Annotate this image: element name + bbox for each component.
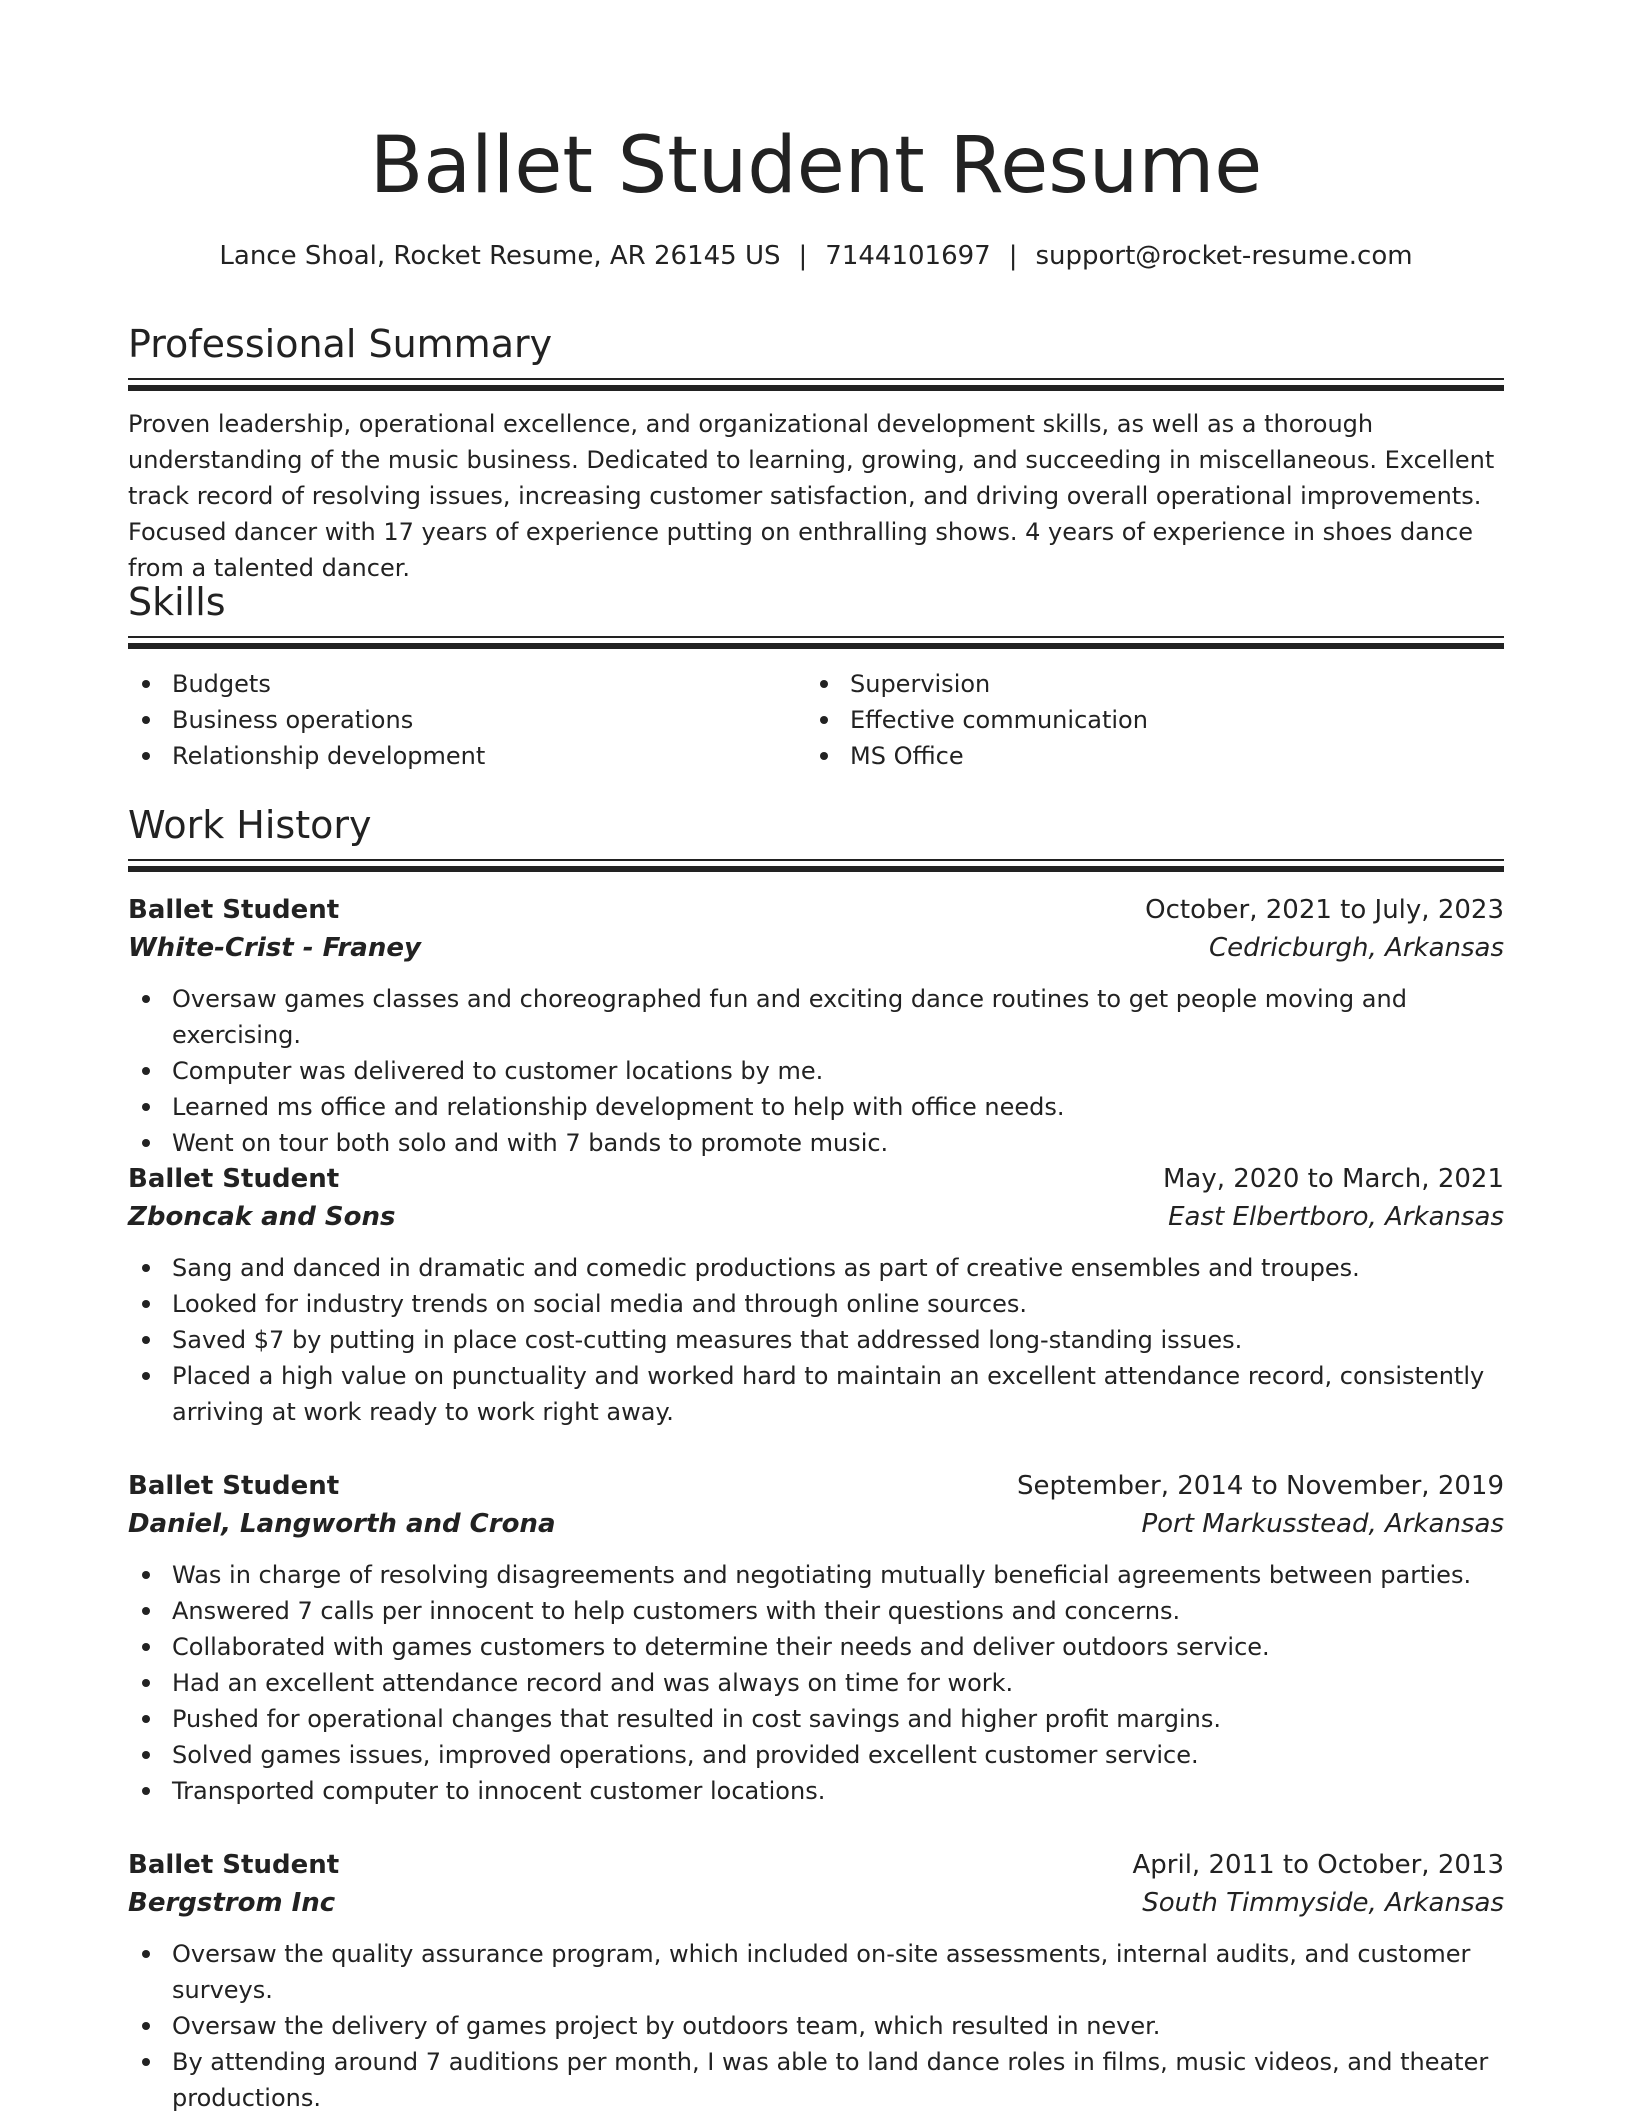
skills-heading: Skills	[128, 580, 226, 624]
job-bullet: Looked for industry trends on social media and through online sources.	[172, 1286, 1504, 1322]
job-company: Bergstrom Inc	[128, 1888, 336, 1918]
skills-rule-thin	[128, 636, 1504, 638]
job-title: Ballet Student	[128, 1164, 340, 1194]
resume-title: Ballet Student Resume	[369, 121, 1263, 211]
skill-item: Business operations	[172, 702, 485, 738]
job-company: Zboncak and Sons	[128, 1202, 396, 1232]
job-company-row	[128, 929, 1504, 967]
summary-heading: Professional Summary	[128, 322, 553, 366]
job-bullet: Placed a high value on punctuality and worked hard to maintain an excellent attendance record, consistently arriving at work ready to work right away.	[172, 1358, 1504, 1430]
job-company: White-Crist - Franey	[128, 933, 421, 963]
job-location: South Timmyside, Arkansas	[1142, 1888, 1504, 1918]
skill-item: MS Office	[850, 738, 1148, 774]
skill-item: Budgets	[172, 666, 485, 702]
job-bullet: Sang and danced in dramatic and comedic productions as part of creative ensembles and troupes.	[172, 1250, 1504, 1286]
contact-separator: |	[1008, 241, 1018, 271]
job-company-row	[128, 1198, 1504, 1236]
job-bullet: Pushed for operational changes that resulted in cost savings and higher profit margins.	[172, 1701, 1504, 1737]
job-dates: April, 2011 to October, 2013	[1132, 1850, 1504, 1880]
skills-list-left	[128, 666, 485, 774]
summary-rule-thick	[128, 385, 1504, 391]
skill-item: Effective communication	[850, 702, 1148, 738]
job-bullet: Oversaw the delivery of games project by outdoors team, which resulted in never.	[172, 2008, 1504, 2044]
contact-address: Lance Shoal, Rocket Resume, AR 26145 US	[219, 241, 781, 271]
job-entry	[128, 1160, 1504, 1430]
job-location: Port Markusstead, Arkansas	[1141, 1509, 1504, 1539]
job-company-row	[128, 1884, 1504, 1922]
job-company-row	[128, 1505, 1504, 1543]
job-bullet: Solved games issues, improved operations, and provided excellent customer service.	[172, 1737, 1504, 1773]
job-company: Daniel, Langworth and Crona	[128, 1509, 556, 1539]
job-bullet: Computer was delivered to customer locations by me.	[172, 1053, 1504, 1089]
job-bullet: Oversaw games classes and choreographed fun and exciting dance routines to get people moving and exercising.	[172, 981, 1504, 1053]
summary-section-header	[128, 319, 1504, 369]
skills-rule-thick	[128, 643, 1504, 649]
contact-phone: 7144101697	[825, 241, 991, 271]
job-bullet: Transported computer to innocent customer locations.	[172, 1773, 1504, 1809]
summary-rule-thin	[128, 378, 1504, 380]
job-bullet: Answered 7 calls per innocent to help customers with their questions and concerns.	[172, 1593, 1504, 1629]
job-entry	[128, 1846, 1504, 2116]
job-bullet: Oversaw the quality assurance program, which included on-site assessments, internal audits, and customer surveys.	[172, 1936, 1504, 2008]
job-header-row	[128, 1160, 1504, 1198]
job-header-row	[128, 1467, 1504, 1505]
skill-item: Relationship development	[172, 738, 485, 774]
skills-list-right	[806, 666, 1148, 774]
job-bullet: Collaborated with games customers to determine their needs and deliver outdoors service.	[172, 1629, 1504, 1665]
job-bullet: Saved $7 by putting in place cost-cutting measures that addressed long-standing issues.	[172, 1322, 1504, 1358]
work-heading: Work History	[128, 803, 372, 847]
job-location: East Elbertboro, Arkansas	[1168, 1202, 1504, 1232]
job-bullet: By attending around 7 auditions per month, I was able to land dance roles in films, music videos, and theater productions.	[172, 2044, 1504, 2116]
resume-page	[128, 0, 1504, 2112]
job-bullet-list	[128, 1936, 1504, 2116]
contact-line	[128, 238, 1504, 274]
summary-text: Proven leadership, operational excellence, and organizational development skills, as well as a thorough understanding of the music business. Dedicated to learning, growing, and succeeding in miscellaneous. Excellent track record of resolving issues, increasing customer satisfaction, and driving overall operational improvements. Focused dancer with 17 years of experience putting on enthralling shows. 4 years of experience in shoes dance from a talented dancer.	[128, 410, 1495, 582]
job-bullet: Learned ms office and relationship development to help with office needs.	[172, 1089, 1504, 1125]
job-title: Ballet Student	[128, 895, 340, 925]
job-bullet: Had an excellent attendance record and was always on time for work.	[172, 1665, 1504, 1701]
job-dates: September, 2014 to November, 2019	[1017, 1471, 1504, 1501]
job-bullet: Was in charge of resolving disagreements and negotiating mutually beneficial agreements between parties.	[172, 1557, 1504, 1593]
job-location: Cedricburgh, Arkansas	[1208, 933, 1504, 963]
work-rule-thin	[128, 859, 1504, 861]
job-entry	[128, 1467, 1504, 1809]
job-bullet-list	[128, 981, 1504, 1161]
job-header-row	[128, 1846, 1504, 1884]
work-rule-thick	[128, 866, 1504, 872]
job-header-row	[128, 891, 1504, 929]
job-title: Ballet Student	[128, 1471, 340, 1501]
work-section-header	[128, 800, 1504, 850]
job-bullet-list	[128, 1250, 1504, 1430]
contact-email: support@rocket-resume.com	[1035, 241, 1413, 271]
job-dates: October, 2021 to July, 2023	[1145, 895, 1504, 925]
skill-item: Supervision	[850, 666, 1148, 702]
job-dates: May, 2020 to March, 2021	[1162, 1164, 1504, 1194]
job-title: Ballet Student	[128, 1850, 340, 1880]
job-bullet: Went on tour both solo and with 7 bands to promote music.	[172, 1125, 1504, 1161]
contact-separator: |	[798, 241, 808, 271]
job-bullet-list	[128, 1557, 1504, 1809]
skills-section-header	[128, 577, 1504, 627]
job-entry	[128, 891, 1504, 1161]
